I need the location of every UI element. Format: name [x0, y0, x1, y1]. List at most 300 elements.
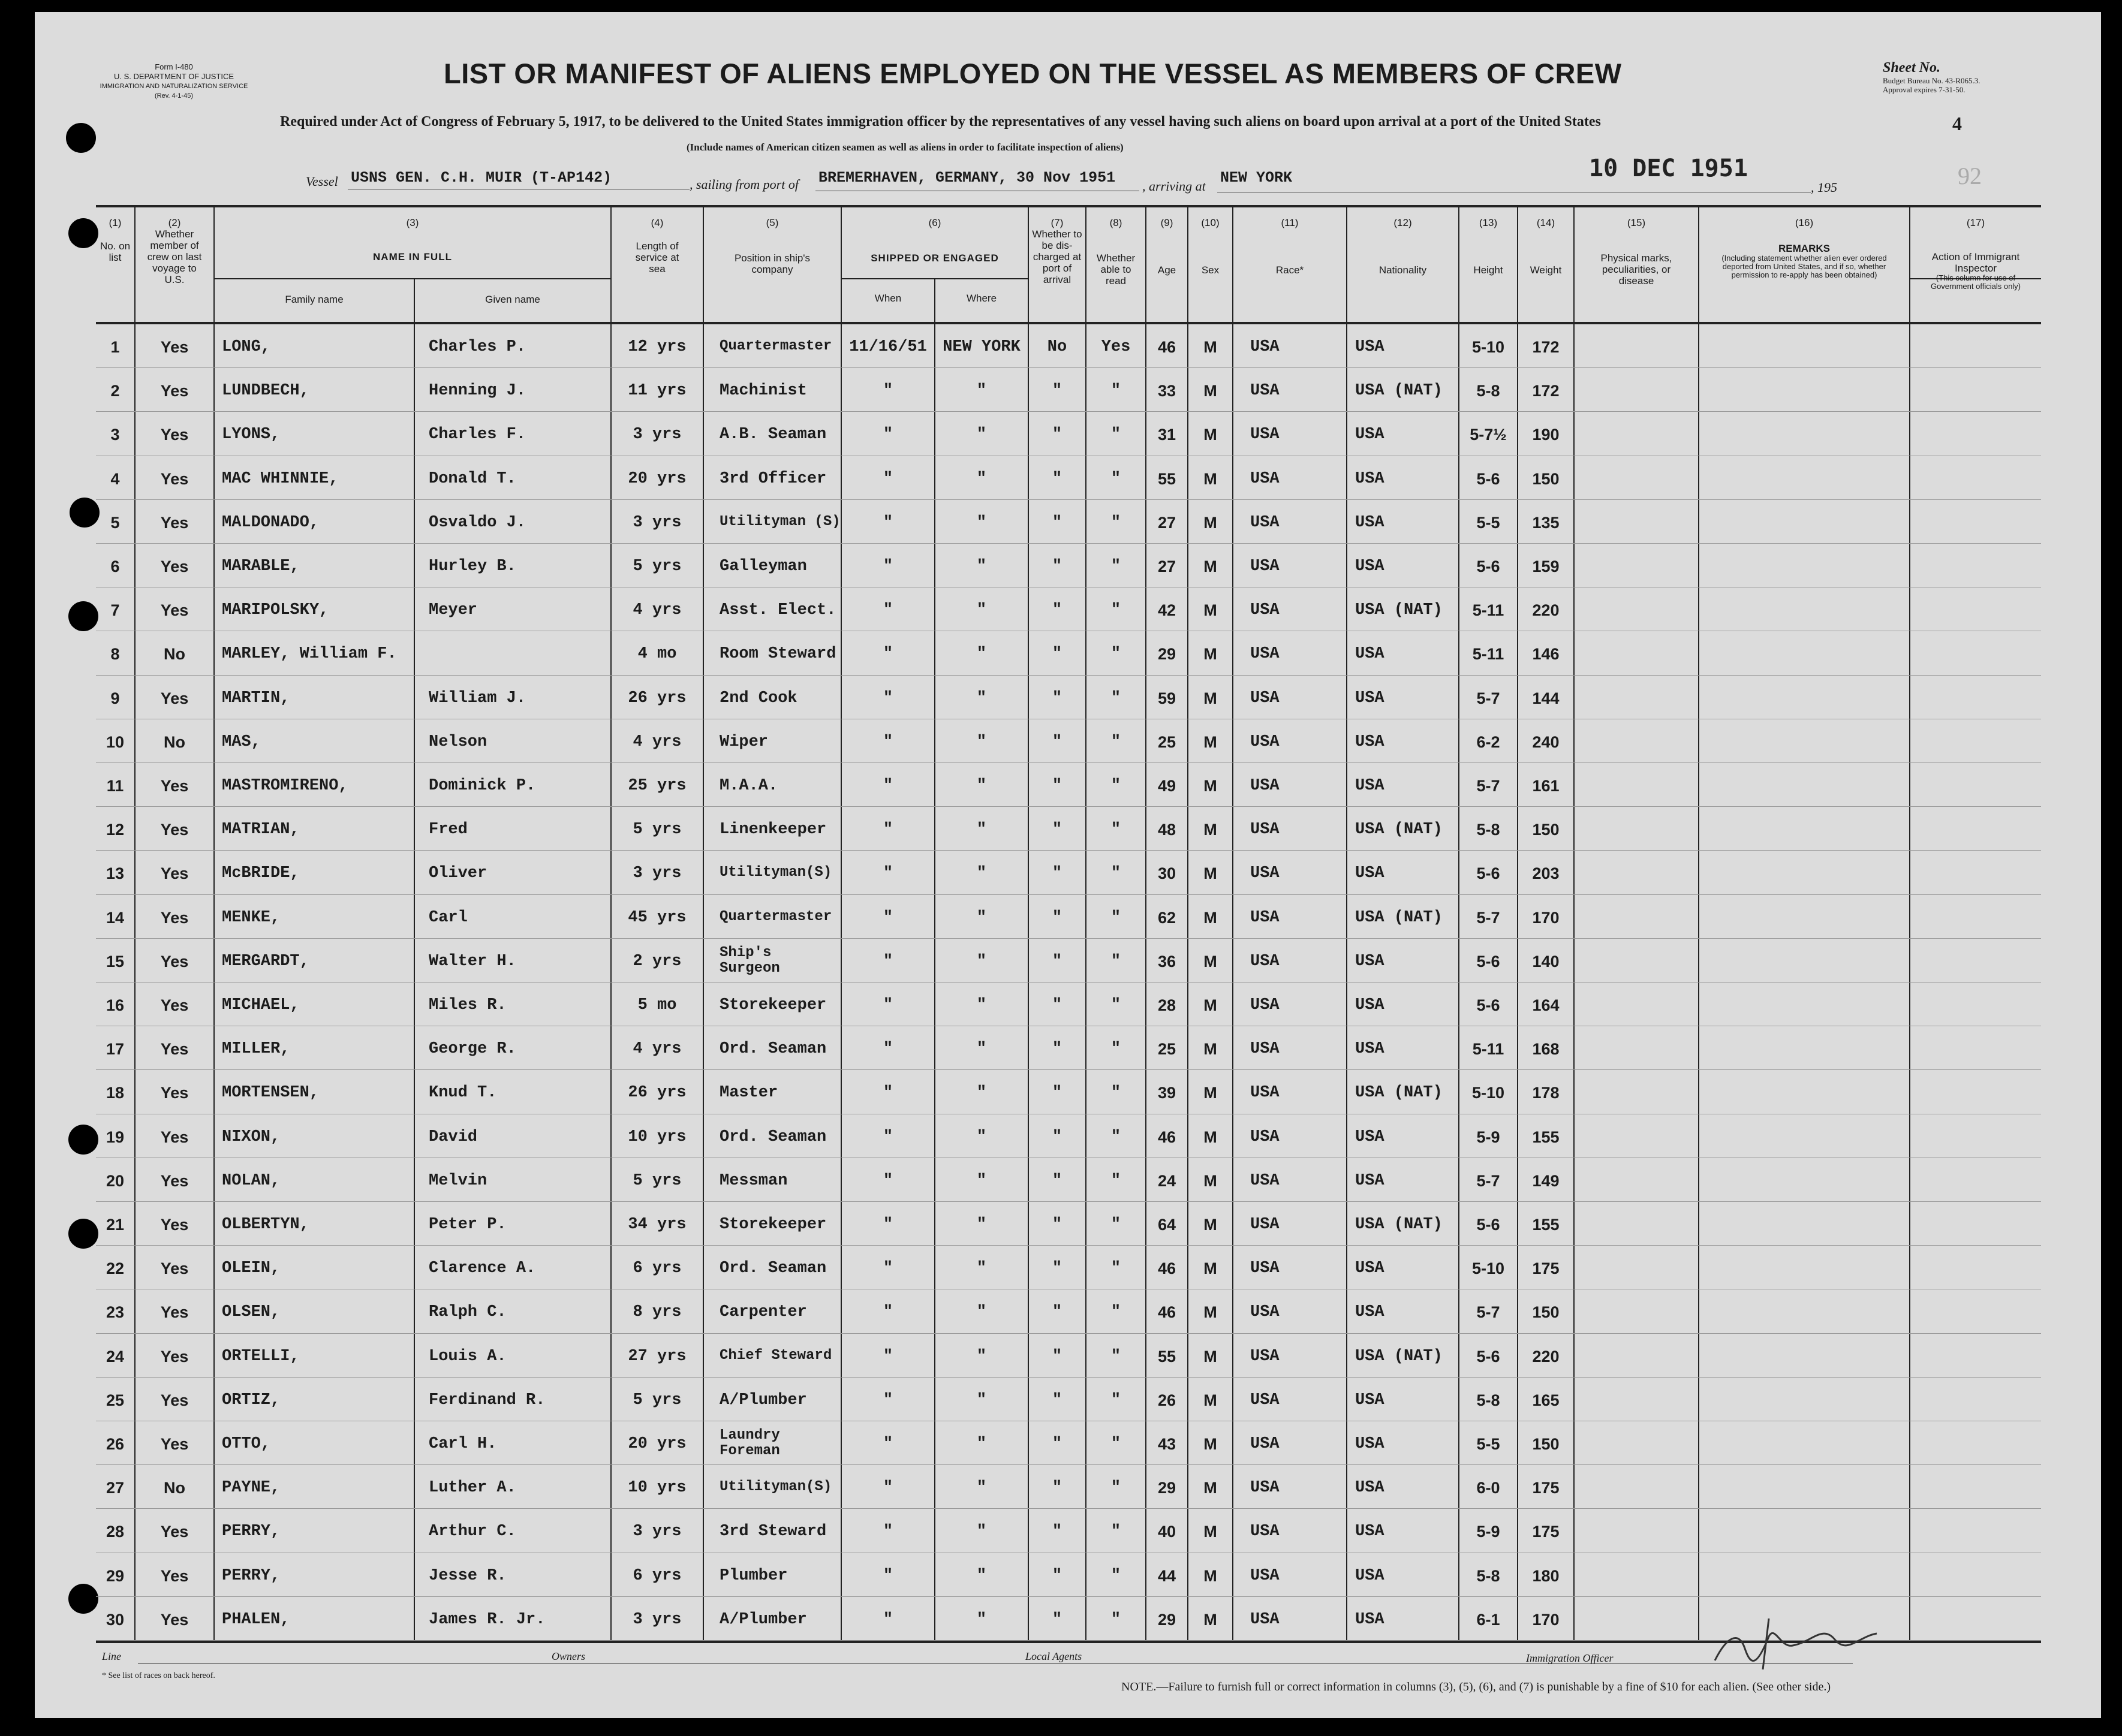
discharged-cell: "	[1052, 1216, 1062, 1234]
race-cell: USA	[1250, 952, 1280, 971]
family-name-cell: MAC WHINNIE,	[222, 469, 339, 488]
nationality-cell: USA	[1355, 689, 1384, 707]
row-number: 22	[106, 1259, 125, 1278]
sex-cell: M	[1203, 1435, 1217, 1453]
age-cell: 27	[1157, 557, 1176, 575]
able-to-read-cell: "	[1110, 426, 1121, 444]
table-row	[96, 1159, 2041, 1202]
family-name-cell: MICHAEL,	[222, 996, 300, 1014]
service-length-cell: 12 yrs	[628, 338, 687, 356]
sex-cell: M	[1203, 469, 1217, 488]
last-voyage-cell: No	[164, 645, 185, 664]
able-to-read-cell: "	[1110, 1084, 1121, 1102]
sex-cell: M	[1203, 1610, 1217, 1629]
service-length-cell: 3 yrs	[633, 1610, 682, 1629]
shipped-where-cell: "	[976, 1566, 987, 1585]
table-row	[96, 1071, 2041, 1114]
weight-cell: 178	[1532, 1084, 1560, 1102]
able-to-read-cell: "	[1110, 1391, 1121, 1409]
col-number: (2)	[168, 217, 181, 228]
arriving-port: NEW YORK	[1220, 169, 1293, 186]
age-cell: 25	[1157, 1040, 1176, 1059]
position-cell: A/Plumber	[720, 1610, 807, 1629]
shipped-when-cell: "	[883, 1435, 893, 1453]
table-row	[96, 1246, 2041, 1290]
table-row	[96, 851, 2041, 895]
shipped-when-cell: "	[883, 996, 893, 1014]
age-cell: 25	[1157, 733, 1176, 751]
given-name-cell: Charles F.	[429, 426, 526, 444]
given-name-cell: Miles R.	[429, 996, 507, 1014]
shipped-when-cell: "	[883, 864, 893, 883]
age-cell: 29	[1157, 645, 1176, 664]
row-number: 18	[106, 1084, 125, 1102]
last-voyage-cell: Yes	[160, 426, 189, 444]
last-voyage-cell: Yes	[160, 1128, 189, 1146]
when-header: When	[874, 293, 902, 304]
given-name-cell: Walter H.	[429, 952, 516, 971]
discharged-cell: "	[1052, 426, 1062, 444]
given-name-cell: Carl	[429, 908, 468, 927]
nationality-cell: USA	[1355, 864, 1384, 883]
punch-hole	[68, 1584, 98, 1614]
col17-header	[1910, 217, 2041, 291]
col-label: Nationality	[1378, 264, 1427, 276]
race-cell: USA	[1250, 1435, 1280, 1453]
col-label: Weight	[1530, 264, 1562, 276]
shipped-when-cell: "	[883, 469, 893, 488]
table-row	[96, 896, 2041, 939]
service-length-cell: 3 yrs	[633, 1523, 682, 1541]
able-to-read-cell: "	[1110, 1216, 1121, 1234]
given-name-cell: Charles P.	[429, 338, 526, 356]
row-number: 4	[110, 469, 120, 488]
row-number: 10	[106, 733, 125, 751]
height-cell: 5-7	[1476, 689, 1500, 707]
weight-cell: 175	[1532, 1259, 1560, 1278]
race-cell: USA	[1250, 426, 1280, 444]
discharged-cell: "	[1052, 733, 1062, 751]
service-length-cell: 4 yrs	[633, 733, 682, 751]
last-voyage-cell: Yes	[160, 513, 189, 532]
sex-cell: M	[1203, 513, 1217, 532]
col13-header	[1459, 217, 1517, 276]
punch-hole	[68, 1125, 98, 1155]
table-row	[96, 632, 2041, 676]
discharged-cell: "	[1052, 1566, 1062, 1585]
service-length-cell: 3 yrs	[633, 513, 682, 532]
last-voyage-cell: No	[164, 733, 185, 751]
age-cell: 55	[1157, 1347, 1176, 1366]
able-to-read-cell: "	[1110, 382, 1121, 400]
race-cell: USA	[1250, 1347, 1280, 1366]
family-name-cell: OLBERTYN,	[222, 1216, 309, 1234]
service-length-cell: 5 yrs	[633, 1171, 682, 1190]
given-name-cell: Melvin	[429, 1171, 487, 1190]
height-cell: 5-8	[1476, 821, 1500, 839]
family-name-cell: LONG,	[222, 338, 271, 356]
shipped-where-cell: "	[976, 382, 987, 400]
weight-cell: 155	[1532, 1128, 1560, 1146]
last-voyage-cell: Yes	[160, 864, 189, 883]
last-voyage-cell: Yes	[160, 601, 189, 620]
weight-cell: 150	[1532, 1303, 1560, 1322]
shipped-where-cell: "	[976, 557, 987, 575]
weight-cell: 172	[1532, 338, 1560, 356]
shipped-where-cell: "	[976, 645, 987, 664]
weight-cell: 161	[1532, 777, 1560, 795]
sex-cell: M	[1203, 1128, 1217, 1146]
races-note: * See list of races on back hereof.	[102, 1671, 215, 1680]
col-number: (13)	[1479, 217, 1498, 228]
last-voyage-cell: Yes	[160, 821, 189, 839]
col5-header	[704, 217, 841, 275]
table-row	[96, 1334, 2041, 1378]
nationality-cell: USA	[1355, 1610, 1384, 1629]
punch-hole	[68, 1219, 98, 1249]
discharged-cell: "	[1052, 777, 1062, 795]
position-cell: Carpenter	[720, 1303, 807, 1322]
race-cell: USA	[1250, 1216, 1280, 1234]
height-cell: 5-9	[1476, 1523, 1500, 1541]
given-name-cell: James R. Jr.	[429, 1610, 546, 1629]
col-number: (10)	[1201, 217, 1220, 228]
given-name-cell: Luther A.	[429, 1479, 516, 1497]
nationality-cell: USA (NAT)	[1355, 382, 1443, 400]
family-name-cell: ORTIZ,	[222, 1391, 281, 1409]
family-name-cell: MAS,	[222, 733, 261, 751]
col-label: Whether member of crew on last voyage to U.S.	[147, 228, 202, 285]
col-number: (14)	[1536, 217, 1555, 228]
budget-bureau: Budget Bureau No. 43-R065.3.	[1883, 76, 1980, 85]
position-cell: Ord. Seaman	[720, 1259, 827, 1278]
sailing-label: , sailing from port of	[690, 177, 799, 192]
height-cell: 5-7	[1476, 1171, 1500, 1190]
able-to-read-cell: "	[1110, 1171, 1121, 1190]
col-label: Sex	[1201, 264, 1220, 276]
position-cell: Laundry Foreman	[720, 1427, 780, 1459]
col-number: (15)	[1627, 217, 1646, 228]
col-label: Position in ship's company	[734, 252, 811, 275]
height-cell: 5-7	[1476, 1303, 1500, 1322]
height-cell: 5-9	[1476, 1128, 1500, 1146]
shipped-where-cell: "	[976, 821, 987, 839]
weight-cell: 144	[1532, 689, 1560, 707]
height-cell: 5-10	[1471, 1084, 1505, 1102]
position-cell: Quartermaster	[720, 908, 832, 925]
nationality-cell: USA	[1355, 1303, 1384, 1322]
col-label: Length of service at sea	[635, 240, 679, 275]
able-to-read-cell: "	[1110, 469, 1121, 488]
row-number: 12	[106, 821, 125, 839]
col9-header	[1146, 217, 1187, 276]
sex-cell: M	[1203, 1566, 1217, 1585]
position-cell: 3rd Officer	[720, 469, 827, 488]
sex-cell: M	[1203, 426, 1217, 444]
discharged-cell: "	[1052, 1523, 1062, 1541]
service-length-cell: 6 yrs	[633, 1566, 682, 1585]
discharged-cell: No	[1047, 338, 1067, 356]
given-name-cell: Fred	[429, 821, 468, 839]
shipped-where-cell: "	[976, 426, 987, 444]
age-cell: 36	[1157, 952, 1176, 971]
race-cell: USA	[1250, 1523, 1280, 1541]
age-cell: 24	[1157, 1171, 1176, 1190]
age-cell: 55	[1157, 469, 1176, 488]
weight-cell: 190	[1532, 426, 1560, 444]
last-voyage-cell: No	[164, 1479, 185, 1497]
nationality-cell: USA	[1355, 1435, 1384, 1453]
col-number: (8)	[1109, 217, 1122, 228]
col-label: Race*	[1275, 264, 1304, 276]
col3-header	[215, 217, 610, 263]
weight-cell: 180	[1532, 1566, 1560, 1585]
weight-cell: 150	[1532, 469, 1560, 488]
age-cell: 30	[1157, 864, 1176, 883]
age-cell: 44	[1157, 1566, 1176, 1585]
footer-agents-label: Local Agents	[1025, 1650, 1082, 1662]
family-name-cell: MARIPOLSKY,	[222, 601, 329, 620]
sex-cell: M	[1203, 1259, 1217, 1278]
sex-cell: M	[1203, 1303, 1217, 1322]
last-voyage-cell: Yes	[160, 1216, 189, 1234]
shipped-when-cell: 11/16/51	[849, 338, 927, 356]
table-row	[96, 1027, 2041, 1071]
row-number: 27	[106, 1479, 125, 1497]
row-number: 25	[106, 1391, 125, 1409]
service-length-cell: 4 yrs	[633, 1040, 682, 1059]
shipped-when-cell: "	[883, 1259, 893, 1278]
row-number: 29	[106, 1566, 125, 1585]
service-length-cell: 25 yrs	[628, 777, 687, 795]
sex-cell: M	[1203, 1040, 1217, 1059]
position-cell: Asst. Elect.	[720, 601, 836, 620]
service-length-cell: 34 yrs	[628, 1216, 687, 1234]
table-row	[96, 807, 2041, 851]
weight-cell: 168	[1532, 1040, 1560, 1059]
position-cell: M.A.A.	[720, 777, 778, 795]
weight-cell: 165	[1532, 1391, 1560, 1409]
last-voyage-cell: Yes	[160, 777, 189, 795]
col-number: (4)	[651, 217, 664, 228]
sex-cell: M	[1203, 1171, 1217, 1190]
able-to-read-cell: "	[1110, 1523, 1121, 1541]
shipped-when-cell: "	[883, 513, 893, 532]
nationality-cell: USA	[1355, 952, 1384, 971]
height-cell: 5-10	[1471, 338, 1505, 356]
nationality-cell: USA	[1355, 1566, 1384, 1585]
sex-cell: M	[1203, 1479, 1217, 1497]
last-voyage-cell: Yes	[160, 557, 189, 575]
race-cell: USA	[1250, 821, 1280, 839]
height-cell: 5-6	[1476, 1347, 1500, 1366]
given-name-cell: Knud T.	[429, 1084, 497, 1102]
shipped-where-cell: "	[976, 1128, 987, 1146]
penalty-note: NOTE.—Failure to furnish full or correct information in columns (3), (5), (6), and (7) is punishable by a fine of $10 for each alien. (See other side.)	[1121, 1680, 1831, 1693]
punch-hole	[68, 218, 98, 248]
race-cell: USA	[1250, 1128, 1280, 1146]
shipped-when-cell: "	[883, 1216, 893, 1234]
nationality-cell: USA (NAT)	[1355, 908, 1443, 927]
shipped-where-cell: "	[976, 1216, 987, 1234]
col-label: Age	[1157, 264, 1176, 276]
row-number: 23	[106, 1303, 125, 1322]
race-cell: USA	[1250, 689, 1280, 707]
table-row	[96, 1509, 2041, 1553]
table-row	[96, 544, 2041, 588]
nationality-cell: USA (NAT)	[1355, 1084, 1443, 1102]
row-number: 6	[110, 557, 120, 575]
discharged-cell: "	[1052, 513, 1062, 532]
able-to-read-cell: "	[1110, 513, 1121, 532]
position-cell: A.B. Seaman	[720, 426, 827, 444]
race-cell: USA	[1250, 733, 1280, 751]
race-cell: USA	[1250, 557, 1280, 575]
row-number: 28	[106, 1523, 125, 1541]
family-name-cell: McBRIDE,	[222, 864, 300, 883]
shipped-where-cell: "	[976, 864, 987, 883]
height-cell: 5-5	[1476, 513, 1500, 532]
shipped-where-cell: NEW YORK	[943, 338, 1021, 356]
table-row	[96, 939, 2041, 983]
shipped-where-cell: "	[976, 1040, 987, 1059]
weight-cell: 140	[1532, 952, 1560, 971]
age-cell: 62	[1157, 908, 1176, 927]
last-voyage-cell: Yes	[160, 1347, 189, 1366]
table-row	[96, 720, 2041, 764]
service-length-cell: 5 mo	[637, 996, 677, 1014]
position-cell: Messman	[720, 1171, 788, 1190]
able-to-read-cell: "	[1110, 821, 1121, 839]
shipped-when-cell: "	[883, 908, 893, 927]
last-voyage-cell: Yes	[160, 689, 189, 707]
sex-cell: M	[1203, 996, 1217, 1014]
weight-cell: 135	[1532, 513, 1560, 532]
col-label: Physical marks, peculiarities, or disease	[1600, 252, 1672, 287]
weight-cell: 150	[1532, 821, 1560, 839]
age-cell: 64	[1157, 1216, 1176, 1234]
position-cell: Plumber	[720, 1566, 788, 1585]
service-length-cell: 4 yrs	[633, 601, 682, 620]
family-name-cell: MORTENSEN,	[222, 1084, 320, 1102]
race-cell: USA	[1250, 908, 1280, 927]
service-length-cell: 20 yrs	[628, 1435, 687, 1453]
sex-cell: M	[1203, 601, 1217, 620]
row-number: 19	[106, 1128, 125, 1146]
given-name-cell: Peter P.	[429, 1216, 507, 1234]
family-name-cell: PERRY,	[222, 1523, 281, 1541]
discharged-cell: "	[1052, 469, 1062, 488]
height-cell: 5-8	[1476, 1391, 1500, 1409]
row-number: 26	[106, 1435, 125, 1453]
weight-cell: 240	[1532, 733, 1560, 751]
row-number: 20	[106, 1171, 125, 1190]
punch-hole	[66, 123, 96, 153]
shipped-when-cell: "	[883, 426, 893, 444]
able-to-read-cell: "	[1110, 557, 1121, 575]
row-number: 8	[110, 645, 120, 664]
able-to-read-cell: Yes	[1101, 338, 1131, 356]
discharged-cell: "	[1052, 689, 1062, 707]
sex-cell: M	[1203, 777, 1217, 795]
position-cell: Utilityman(S)	[720, 1479, 832, 1496]
weight-cell: 175	[1532, 1523, 1560, 1541]
table-row	[96, 369, 2041, 412]
weight-cell: 220	[1532, 1347, 1560, 1366]
nationality-cell: USA	[1355, 557, 1384, 575]
shipped-where-cell: "	[976, 1259, 987, 1278]
row-number: 7	[110, 601, 120, 620]
able-to-read-cell: "	[1110, 777, 1121, 795]
race-cell: USA	[1250, 469, 1280, 488]
able-to-read-cell: "	[1110, 908, 1121, 927]
shipped-when-cell: "	[883, 645, 893, 664]
height-cell: 6-2	[1476, 733, 1500, 751]
shipped-where-cell: "	[976, 733, 987, 751]
shipped-when-cell: "	[883, 1040, 893, 1059]
row-number: 21	[106, 1216, 125, 1234]
table-top-border	[96, 205, 2041, 207]
shipped-where-cell: "	[976, 952, 987, 971]
race-cell: USA	[1250, 1391, 1280, 1409]
able-to-read-cell: "	[1110, 1128, 1121, 1146]
shipped-when-cell: "	[883, 733, 893, 751]
page-title: LIST OR MANIFEST OF ALIENS EMPLOYED ON THE VESSEL AS MEMBERS OF CREW	[444, 58, 1622, 89]
sex-cell: M	[1203, 1216, 1217, 1234]
position-cell: Wiper	[720, 733, 769, 751]
position-cell: Room Steward	[720, 645, 836, 664]
race-cell: USA	[1250, 864, 1280, 883]
footer-line-label: Line	[102, 1650, 122, 1662]
col-number: (11)	[1281, 217, 1299, 228]
discharged-cell: "	[1052, 1610, 1062, 1629]
shipped-where-cell: "	[976, 996, 987, 1014]
family-name-cell: MARTIN,	[222, 689, 290, 707]
discharged-cell: "	[1052, 1347, 1062, 1366]
col-label: Height	[1473, 264, 1503, 276]
given-name-cell: William J.	[429, 689, 526, 707]
col8-header	[1086, 217, 1145, 287]
nationality-cell: USA	[1355, 338, 1384, 356]
col10-header	[1188, 217, 1232, 276]
weight-cell: 159	[1532, 557, 1560, 575]
given-name-cell: Osvaldo J.	[429, 513, 526, 532]
family-name-cell: ORTELLI,	[222, 1347, 300, 1366]
col12-header	[1347, 217, 1458, 276]
row-number: 17	[106, 1040, 125, 1059]
position-cell: Ord. Seaman	[720, 1040, 827, 1059]
shipped-where-cell: "	[976, 777, 987, 795]
last-voyage-cell: Yes	[160, 382, 189, 400]
requirement-text: Required under Act of Congress of February 5, 1917, to be delivered to the United States immigration officer by the representatives of any vessel having such aliens on board upon arrival at a port of the United States	[280, 114, 1601, 129]
form-identification	[78, 62, 270, 101]
shipped-where-cell: "	[976, 1347, 987, 1366]
height-cell: 5-6	[1476, 469, 1500, 488]
shipped-when-cell: "	[883, 1347, 893, 1366]
service-length-cell: 10 yrs	[628, 1479, 687, 1497]
row-number: 11	[106, 777, 124, 795]
family-name-cell: MARABLE,	[222, 557, 300, 575]
vessel-name: USNS GEN. C.H. MUIR (T-AP142)	[351, 169, 612, 186]
nationality-cell: USA (NAT)	[1355, 1216, 1443, 1234]
given-name-cell: Henning J.	[429, 382, 526, 400]
service-length-cell: 5 yrs	[633, 821, 682, 839]
name-subheader-line	[213, 278, 610, 279]
race-cell: USA	[1250, 513, 1280, 532]
able-to-read-cell: "	[1110, 1435, 1121, 1453]
shipped-when-cell: "	[883, 1128, 893, 1146]
family-name-cell: OLEIN,	[222, 1259, 281, 1278]
